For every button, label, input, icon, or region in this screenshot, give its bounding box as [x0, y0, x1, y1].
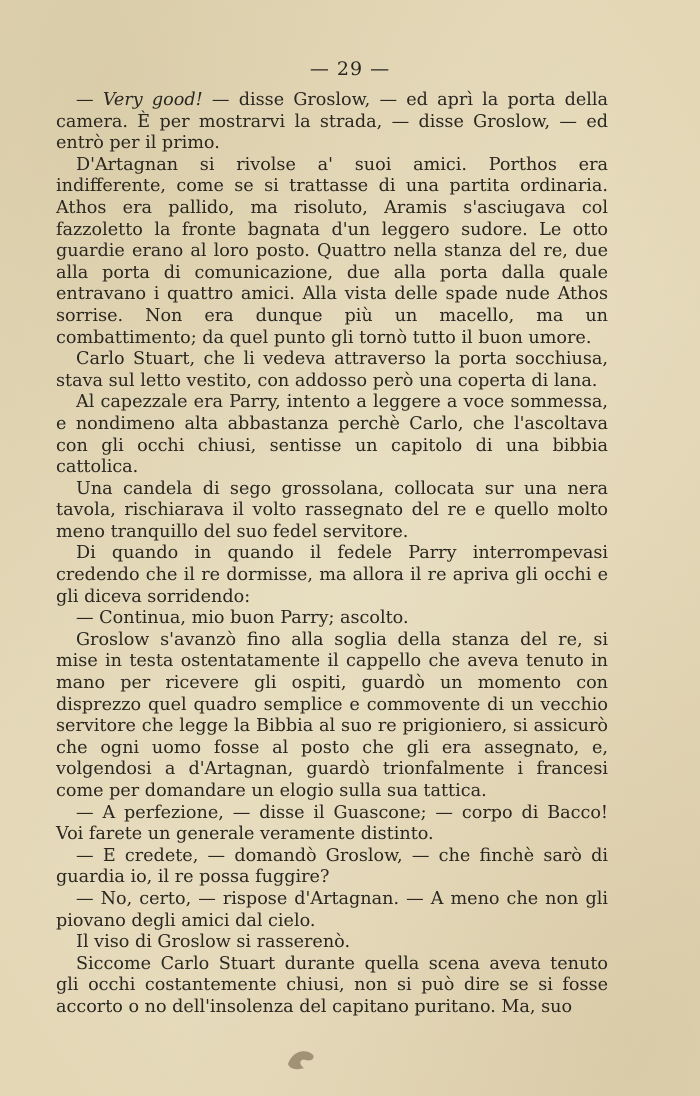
paragraph: D'Artagnan si rivolse a' suoi amici. Porthos era indifferente, come se si trattasse di una partita ordinaria. Athos era pallido, ma risoluto, Aramis s'asciugava col fazzoletto la fronte bagnata d'un leggero sudore. Le otto guardie erano al loro posto. Quattro nella stanza del re, due alla porta di comunicazione, due alla porta dalla quale entravano i quattro amici. Alla vista delle spade nude Athos sorrise. Non era dunque più un macello, ma un combattimento; da quel punto gli tornò tutto il buon umore. — [56, 154, 608, 348]
ink-smudge-icon — [282, 1042, 322, 1074]
paragraph: Di quando in quando il fedele Parry interrompevasi credendo che il re dormisse, ma allora il re apriva gli occhi e gli diceva sorridendo: — [56, 543, 608, 607]
paragraph: Al capezzale era Parry, intento a leggere a voce sommessa, e nondimeno alta abbastanza perchè Carlo, che l'ascoltava con gli occhi chiusi, sentisse un capitolo di una bibbia cattolica. — [56, 392, 608, 478]
paragraph: — Continua, mio buon Parry; ascolto. — [76, 608, 409, 629]
paragraph: Il viso di Groslow si rasserenò. — [76, 932, 351, 953]
paragraph: Carlo Stuart, che li vedeva attraverso la porta socchiusa, stava sul letto vestito, con addosso però una coperta di lana. — [56, 349, 608, 391]
paragraph: — Very good! — disse Groslow, — ed aprì la porta della camera. È per mostrarvi la strada, — disse Groslow, — ed entrò per il primo. — [56, 90, 608, 154]
paragraph: — A perfezione, — disse il Guascone; — corpo di Bacco! Voi farete un generale veramente distinto. — [56, 802, 608, 845]
paragraph: Siccome Carlo Stuart durante quella scena aveva tenuto gli occhi costantemente chiusi, non si può dire se si fosse accorto o no dell'insolenza del capitano puritano. Ma, suo — [56, 953, 608, 1017]
paragraph: Una candela di sego grossolana, collocata sur una nera tavola, rischiarava il volto rassegnato del re e quello molto meno tranquillo del suo fedel servitore. — [56, 478, 608, 542]
paragraph: — E credete, — domandò Groslow, — che finchè sarò di guardia io, il re possa fuggire? — [56, 845, 608, 888]
paragraph: — No, certo, — rispose d'Artagnan. — A meno che non gli piovano degli amici dal cielo. — [56, 888, 608, 931]
page-number: — 29 — — [309, 58, 391, 80]
body-text — [56, 90, 608, 1019]
paragraph: Groslow s'avanzò fino alla soglia della stanza del re, si mise in testa ostentatamente il cappello che aveva tenuto in mano per ricevere gli ospiti, guardò un momento con disprezzo quel quadro semplice e commovente di un vecchio servitore che legge la Bibbia al suo re prigioniero, si assicurò che ogni uomo fosse al posto che gli era assegnato, e, volgendosi a d'Artagnan, guardò trionfalmente i francesi come per domandare un elogio sulla sua tattica. — [56, 629, 608, 801]
emphasis-text: Very good! — [102, 90, 203, 110]
